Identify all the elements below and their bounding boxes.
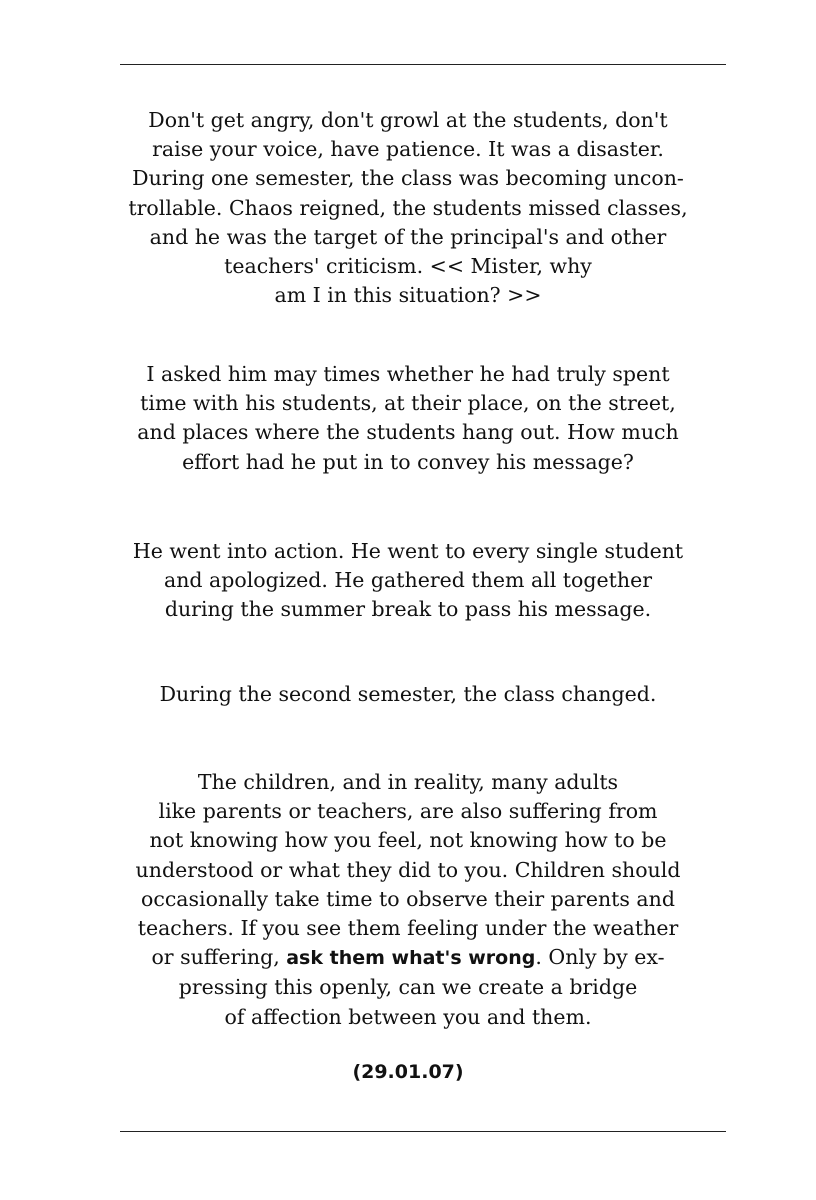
text-line: time with his students, at their place, on the street, xyxy=(140,391,676,416)
text-line: During the second semester, the class changed. xyxy=(159,682,657,706)
top-divider xyxy=(120,64,726,65)
text-line: am I in this situation? >> xyxy=(274,283,542,308)
emphasis-bold-text: ask them what's wrong xyxy=(286,947,536,970)
date-stamp: (29.01.07) xyxy=(352,1061,464,1083)
text-line: of affection between you and them. xyxy=(224,1004,592,1029)
paragraph-disaster xyxy=(80,106,736,310)
text-line: teachers' criticism. << Mister, why xyxy=(224,254,592,279)
text-line: and apologized. He gathered them all together xyxy=(163,568,653,593)
text-line: during the summer break to pass his message. xyxy=(164,597,652,622)
text-line: and he was the target of the principal's and other xyxy=(149,224,667,249)
bottom-divider xyxy=(120,1131,726,1132)
text-line: trollable. Chaos reigned, the students missed classes, xyxy=(128,195,688,220)
emphasis-before: or suffering, xyxy=(151,945,287,970)
text-line: I asked him may times whether he had truly spent xyxy=(146,362,670,386)
paragraph-advice xyxy=(80,768,736,1032)
text-line: teachers. If you see them feeling under the weather xyxy=(137,916,679,941)
text-line: understood or what they did to you. Children should xyxy=(135,857,681,882)
text-line: He went into action. He went to every single student xyxy=(132,539,684,563)
text-line: not knowing how you feel, not knowing how to be xyxy=(149,828,667,853)
text-line: raise your voice, have patience. It was a disaster. xyxy=(152,137,664,162)
paragraph-question xyxy=(80,360,736,477)
paragraph-change xyxy=(80,680,736,709)
text-line: During one semester, the class was becoming uncon- xyxy=(132,166,684,191)
text-line: and places where the students hang out. How much xyxy=(137,420,679,445)
text-line: The children, and in reality, many adults xyxy=(197,770,619,794)
text-line: effort had he put in to convey his message? xyxy=(182,449,634,474)
text-line: Don't get angry, don't growl at the students, don't xyxy=(148,108,668,132)
paragraph-action xyxy=(80,537,736,625)
text-line: occasionally take time to observe their parents and xyxy=(141,886,675,911)
text-line: like parents or teachers, are also suffering from xyxy=(158,799,658,824)
emphasis-after: . Only by ex- xyxy=(535,945,665,970)
text-line: pressing this openly, can we create a bridge xyxy=(178,975,638,1000)
emphasis-line xyxy=(80,943,736,973)
